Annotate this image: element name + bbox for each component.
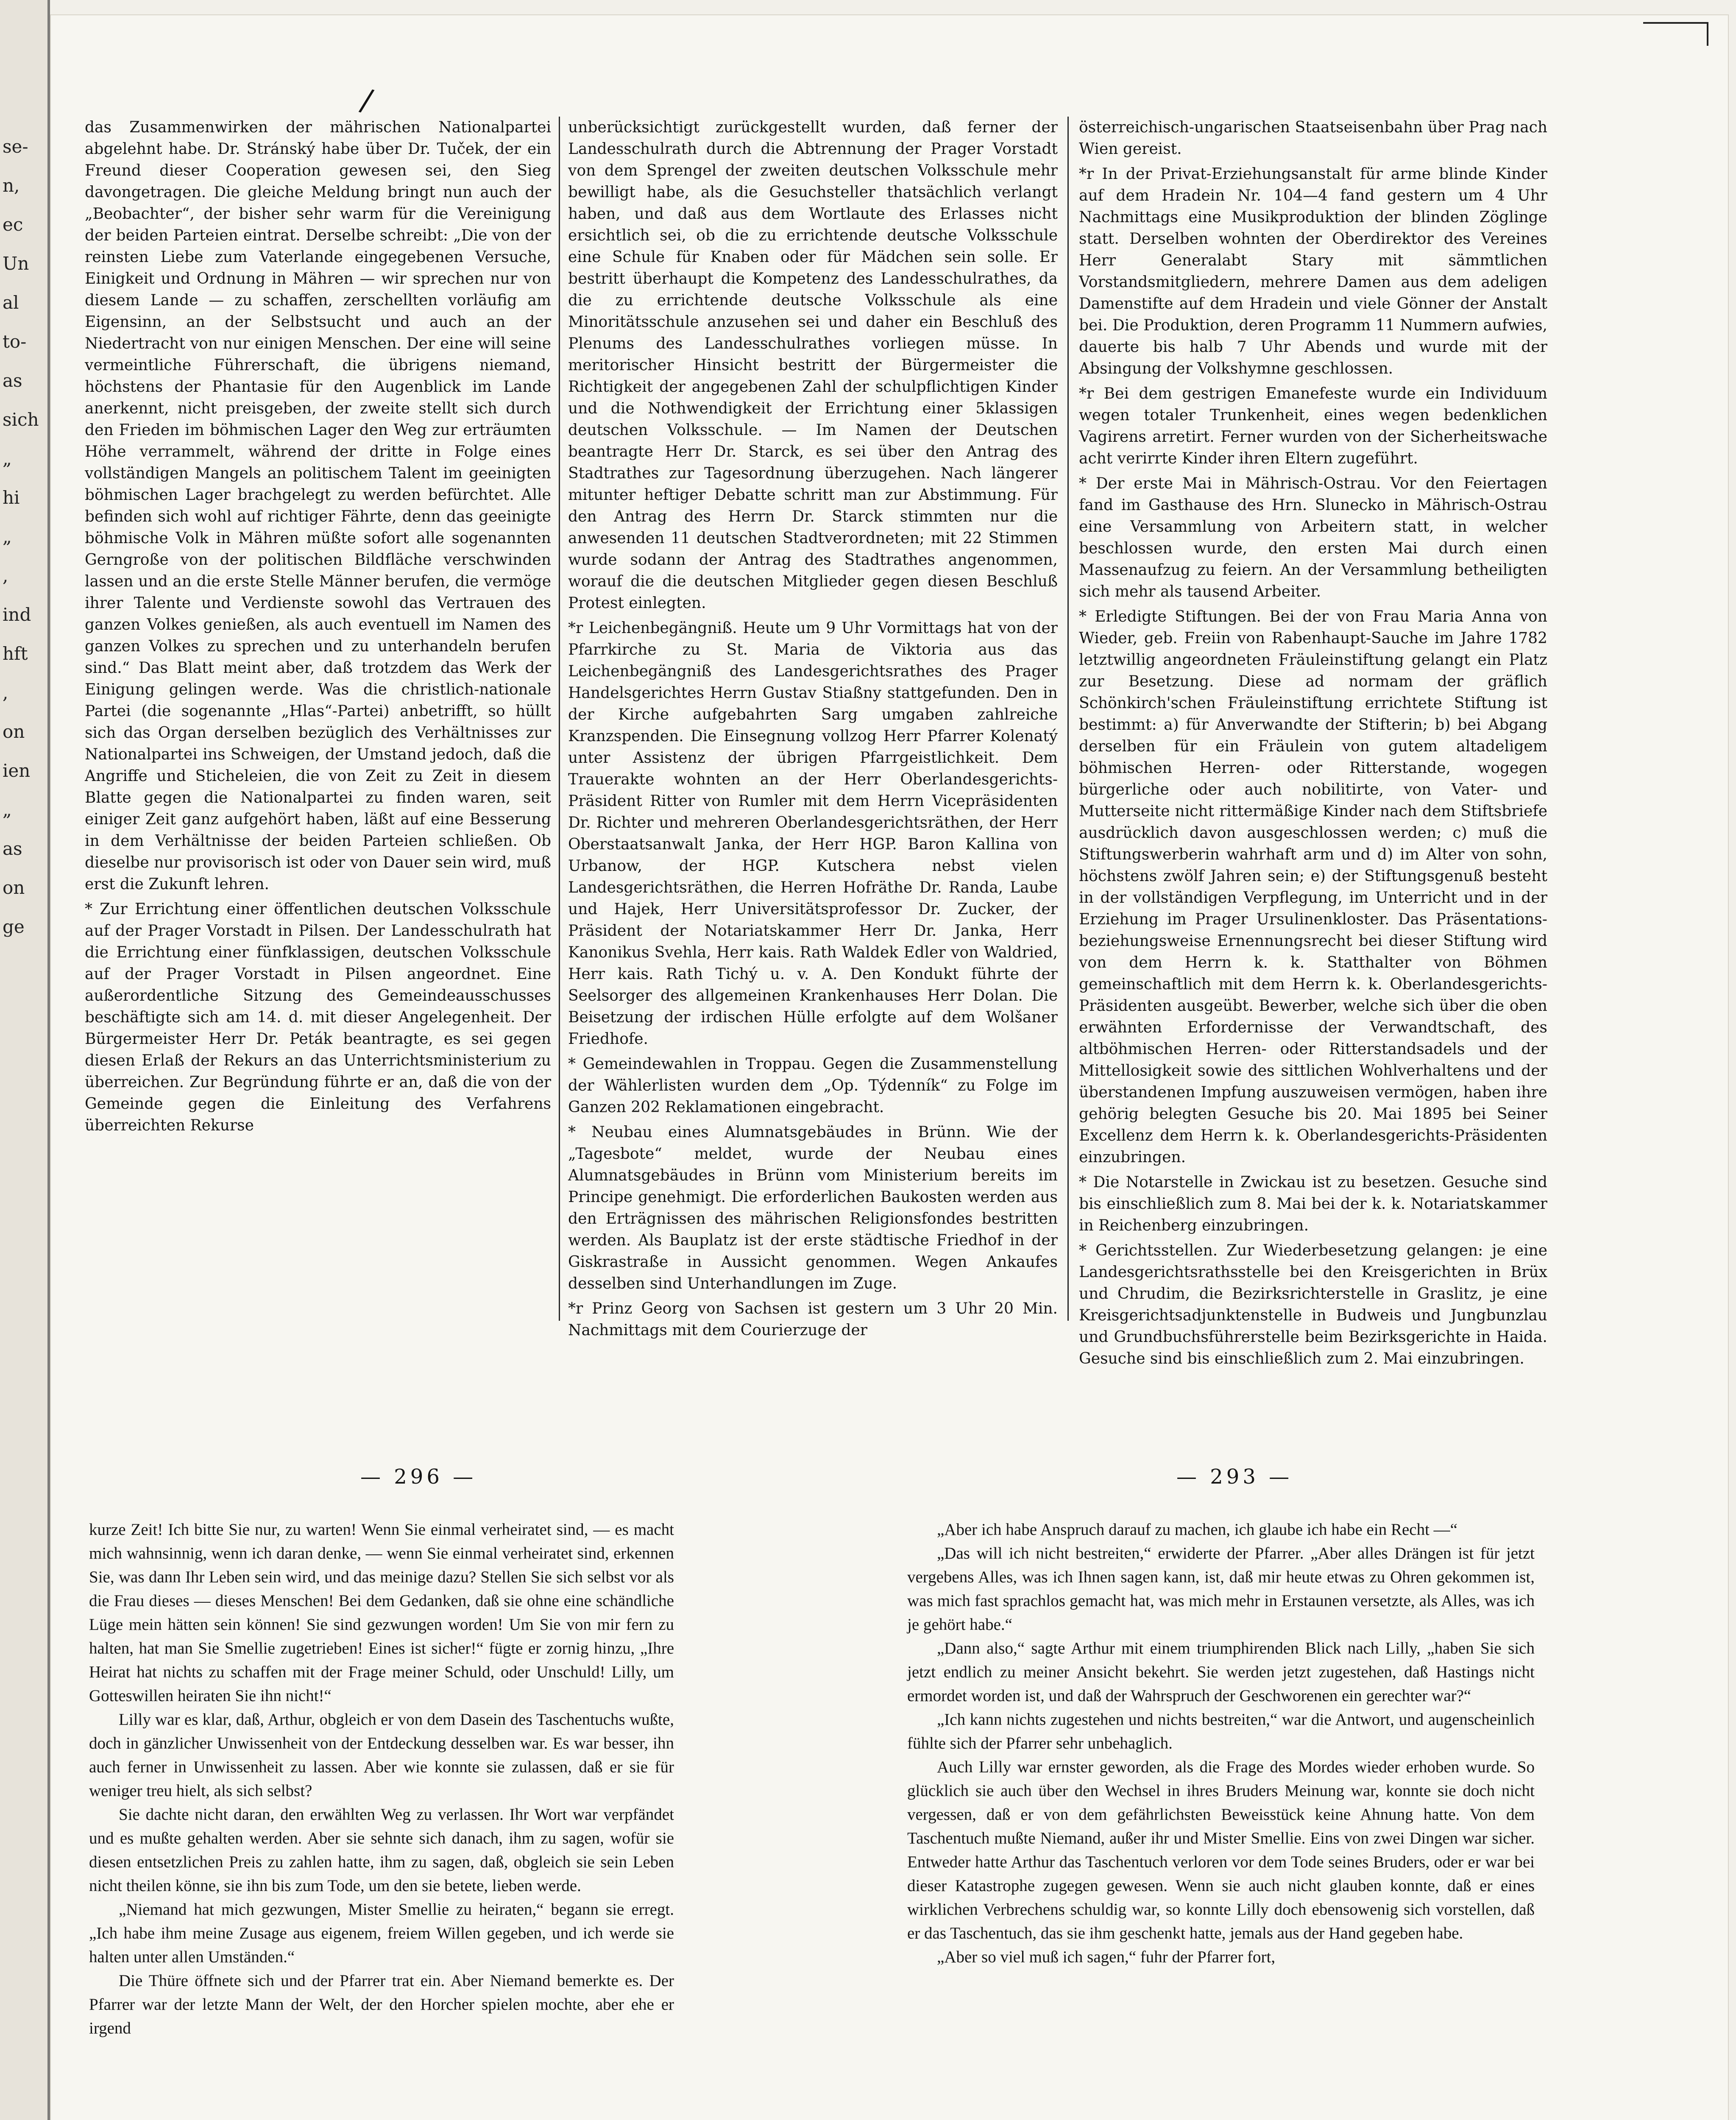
novel-left-paragraph: Die Thüre öffnete sich und der Pfarrer trat ein. Aber Niemand bemerkte es. Der Pfarrer war der letzte Mann der Welt, der den Horcher spielen mochte, aber ehe er irgend <box>89 1972 674 2037</box>
article-pilsen-school-continued: unberücksichtigt zurückgestellt wurden, daß ferner der Landesschulrath durch die Abtrennung der Prager Vorstadt von dem Sprengel der zweiten deutschen Volksschule mehr bewilligt habe, als die Gesuchsteller thatsächlich verlangt haben, und daß aus dem Wortlaute des Erlasses nicht ersichtlich sei, ob die zu errichtende deutsche Volksschule eine Schule für Knaben oder für Mädchen sein solle. Er bestritt überhaupt die Kompetenz des Landesschulrathes, da die zu errichtende deutsche Volksschule als eine Minoritätsschule anzusehen sei und daher ein Beschluß des Plenums des Landesschulrathes vorliegen müsse. In meritorischer Hinsicht bestritt der Bürgermeister die Richtigkeit der angegebenen Zahl der schulpflichtigen Kinder und die Nothwendigkeit der Errichtung einer 5klassigen deutschen Volksschule. — Im Namen der Deutschen beantragte Herr Dr. Starck, es sei über den Antrag des Stadtrathes zur Tagesordnung überzugehen. Nach längerer mitunter heftiger Debatte schritt man zur Abstimmung. Für den Antrag des Herrn Dr. Starck stimmten nur die anwesenden 11 deutschen Stadtverordneten; mit 22 Stimmen wurde sodann der Antrag des Stadtrathes angenommen, worauf die die deutschen Mitglieder gegen diesen Beschluß Protest einlegten. <box>568 119 1058 612</box>
article-blind-children-institution: *r In der Privat-Erziehungsanstalt für arme blinde Kinder auf dem Hradein Nr. 104—4 fand gestern um 4 Uhr Nachmittags eine Musikproduktion der blinden Zöglinge statt. Derselben wohnten der Oberdirektor des Vereines Herr Generalabt Stary mit sämmtlichen Vorstandsmitgliedern, mehrere Damen aus dem adeligen Damenstifte auf dem Hradein und viele Gönner der Anstalt bei. Die Produktion, deren Programm 11 Nummern aufwies, dauerte bis halb 7 Uhr Abends und wurde mit der Absingung der Volkshymne geschlossen. <box>1079 165 1547 377</box>
novel-left-paragraph: Lilly war es klar, daß, Arthur, obgleich er von dem Dasein des Taschentuchs wußte, doch in gänzlicher Unwissenheit von der Entdeckung desselben war. Es war besser, ihn auch ferner in Unwissenheit zu lassen. Aber wie konnte sie zulassen, daß er sie für weniger treu hielt, als sich selbst? <box>89 1710 674 1800</box>
serial-novel-section <box>89 1465 1552 2120</box>
novel-right-paragraph: „Aber so viel muß ich sagen,“ fuhr der Pfarrer fort, <box>937 1948 1276 1966</box>
column-divider-right <box>1067 117 1069 1321</box>
adjacent-page-fragments: se- n, ec Un al to- as sich „ hi „ , ind hft , on ien „ as on ge <box>3 136 39 937</box>
novel-right-paragraph: „Ich kann nichts zugestehen und nichts bestreiten,“ war die Antwort, und augenscheinlich fühlte sich der Pfarrer sehr unbehaglich. <box>907 1710 1535 1752</box>
right-page-number: — 293 — <box>1176 1465 1293 1489</box>
novel-right-paragraph: Auch Lilly war ernster geworden, als die Frage des Mordes wieder erhoben wurde. So glücklich sie auch über den Wechsel in ihres Bruders Meinung war, konnte sie doch nicht vergessen, daß er von dem gefährlichsten Beweisstück keine Ahnung hatte. Von dem Taschentuch mußte Niemand, außer ihr und Mister Smellie. Eins von zwei Dingen war sicher. Entweder hatte Arthur das Taschentuch verloren vor dem Tode seines Bruders, oder er war bei dieser Katastrophe zugegen gewesen. Wenn sie auch nicht glauben konnte, daß er eines wirklichen Verbrechens schuldig war, so konnte Lilly doch ebensowenig sich vorstellen, daß er das Taschentuch, das sie ihm geschenkt hatte, jemals aus der Hand gegeben habe. <box>907 1758 1535 1942</box>
news-column-middle <box>568 117 1058 1339</box>
novel-left-paragraph: „Niemand hat mich gezwungen, Mister Smellie zu heiraten,“ begann sie erregt. „Ich habe ihm meine Zusage aus eigenem, freiem Willen gegeben, und ich werde sie halten unter allen Umständen.“ <box>89 1900 674 1966</box>
news-column-left <box>85 117 551 1321</box>
left-page-number: — 296 — <box>360 1465 477 1489</box>
article-foundations: * Erledigte Stiftungen. Bei der von Frau Maria Anna von Wieder, geb. Freiin von Rabenhaupt-Sauche im Jahre 1782 letztwillig angeordneten Fräuleinstiftung gelangt ein Platz zur Besetzung. Diese ad normam der gräflich Schönkirch'schen Fräuleinstiftung errichtete Stiftung ist bestimmt: a) für Anverwandte der Stifterin; b) bei Abgang derselben für ein Fräulein von gutem altadeligem böhmischen Herren- oder Ritterstande, wogegen bürgerliche oder auch nobilitirte, von Vater- und Mutterseite nicht rittermäßige Kinder nach dem Stiftsbriefe ausdrücklich davon ausgeschlossen werden; c) muß die Stiftungswerberin wahrhaft arm und d) im Alter von sohn, höchstens zwölf Jahren sein; e) der Stiftungsgenuß besteht in der vollständigen Verpflegung, im Unterricht und in der Erziehung im Prager Ursulinenkloster. Das Präsentations-beziehungsweise Ernennungsrecht bei dieser Stiftung wird von dem Herrn k. k. Statthalter von Böhmen gemeinschaftlich mit dem Herrn k. k. Oberlandesgerichts-Präsidenten ausgeübt. Bewerber, welche sich über die oben erwähnten Erfordernisse der Verwandtschaft, des altböhmischen Herren- oder Ritterstandsadels und der Mittellosigkeit sowie des sittlichen Wohlverhaltens und der überstandenen Impfung auszuweisen vermögen, haben ihre gehörig belegten Gesuche bis 20. Mai 1895 bei Seiner Excellenz dem Herrn k. k. Oberlandesgerichts-Präsidenten einzubringen. <box>1079 608 1547 1166</box>
pencil-mark: / <box>357 81 376 119</box>
novel-right-paragraph: „Das will ich nicht bestreiten,“ erwiderte der Pfarrer. „Aber alles Drängen ist für jetzt vergebens Alles, was ich Ihnen sagen kann, ist, daß mir heute etwas zu Ohren gekommen ist, was mich fast sprachlos gemacht hat, was mich mehr in Erstaunen versetzte, als Alles, was ich je gehört habe.“ <box>907 1544 1535 1634</box>
newspaper-columns <box>85 117 1547 1367</box>
article-notary-zwickau: * Die Notarstelle in Zwickau ist zu besetzen. Gesuche sind bis einschließlich zum 8. Mai bei der k. k. Notariatskammer in Reichenberg einzubringen. <box>1079 1174 1547 1234</box>
top-right-corner-mark <box>1643 22 1708 46</box>
novel-page-left <box>89 1518 674 2120</box>
novel-right-paragraph: „Aber ich habe Anspruch darauf zu machen, ich glaube ich habe ein Recht —“ <box>937 1520 1457 1539</box>
article-pilsen-school: * Zur Errichtung einer öffentlichen deutschen Volksschule auf der Prager Vorstadt in Pilsen. Der Landesschulrath hat die Errichtung einer fünfklassigen, deutschen Volksschule auf der Prager Vorstadt in Pilsen angeordnet. Eine außerordentliche Sitzung des Gemeindeausschusses beschäftigte sich am 14. d. mit dieser Angelegenheit. Der Bürgermeister Herr Dr. Peták beantragte, es sei gegen diesen Erlaß der Rekurs an das Unterrichtsministerium zu überreichen. Zur Begründung führte er an, daß die von der Gemeinde gegen die Einleitung des Verfahrens überreichten Rekurse <box>85 901 551 1134</box>
novel-left-paragraph: kurze Zeit! Ich bitte Sie nur, zu warten! Wenn Sie einmal verheiratet sind, — es macht mich wahnsinnig, wenn ich daran denke, — wenn Sie einmal verheiratet sind, erkennen Sie, was dann Ihr Leben sein wird, und das meinige dazu? Stellen Sie sich selbst vor als die Frau dieses — dieses Menschen! Bei dem Gedanken, daß sie ohne eine schändliche Lüge mein hätten sein können! Sie sind gezwungen worden! Um Sie von mir fern zu halten, hat man Sie Smellie zugetrieben! Eines ist sicher!“ fügte er zornig hinzu, „Ihre Heirat hat nichts zu schaffen mit der Frage meiner Schuld, oder Unschuld! Lilly, um Gotteswillen heiraten Sie ihn nicht!“ <box>89 1520 674 1705</box>
article-arrests: *r Bei dem gestrigen Emanefeste wurde ein Individuum wegen totaler Trunkenheit, eines wegen bedenklichen Vagirens arretirt. Ferner wurden von der Sicherheitswache acht verirrte Kinder ihren Eltern zugeführt. <box>1079 385 1547 467</box>
article-bruenn-alumnate: * Neubau eines Alumnatsgebäudes in Brünn. Wie der „Tagesbote“ meldet, wurde der Neubau eines Alumnatsgebäudes in Brünn vom Ministerium bereits im Principe genehmigt. Die erforderlichen Baukosten werden aus den Erträgnissen des mährischen Religionsfondes bestritten werden. Als Bauplatz ist der erste städtische Friedhof in der Giskrastraße in Aussicht genommen. Wegen Ankaufes desselben sind Unterhandlungen im Zuge. <box>568 1124 1058 1292</box>
article-moravian-national-party: das Zusammenwirken der mährischen Nationalpartei abgelehnt habe. Dr. Stránský habe über Dr. Tuček, der ein Freund dieser Cooperation gewesen sei, den Sieg davongetragen. Die gleiche Meldung bringt nun auch der „Beobachter“, der bisher sehr warm für die Vereinigung der beiden Parteien eintrat. Derselbe schreibt: „Die von der reinsten Liebe zum Vaterlande eingegebenen Versuche, Einigkeit und Ordnung in Mähren — wir sprechen nur von diesem Lande — zu schaffen, zerschellten vorläufig am Eigensinn, an der Selbstsucht und auch an der Niedertracht von nur einigen Menschen. Der eine will seine vermeintliche Führerschaft, die übrigens niemand, höchstens der Phantasie für den Augenblick im Lande anerkennt, nicht preisgeben, der zweite stellt sich durch den Frieden im böhmischen Lager den Weg zur erträumten Höhe verrammelt, während der dritte in Folge eines vollständigen Mangels an politischem Talent im geeinigten böhmischen Lager brachgelegt zu werden befürchtet. Alle befinden sich wohl auf richtiger Fährte, denn das geeinigte böhmische Volk in Mähren müßte sofort alle sogenannten Gerngroße von der politischen Bildfläche verschwinden lassen und an die erste Stelle Männer berufen, die vermöge ihrer Talente und Verdienste sowohl das Vertrauen des ganzen Volkes genießen, als auch eventuell im Namen des ganzen Volkes zu sprechen und zu unterhandeln berufen sind.“ Das Blatt meint aber, daß trotzdem das Werk der Einigung gelingen werde. Was die christlich-nationale Partei (die sogenannte „Hlas“-Partei) anbetrifft, so hüllt sich das Organ derselben bezüglich des Verhältnisses zur Nationalpartei ins Schweigen, der Umstand jedoch, daß die Angriffe und Sticheleien, die von Zeit zu Zeit in diesem Blatte gegen die Nationalpartei zu finden waren, seit einiger Zeit ganz aufgehört haben, läßt auf eine Besserung in dem Verhältnisse der beiden Parteien schließen. Ob dieselbe nur provisorisch ist oder von Dauer sein wird, muß erst die Zukunft lehren. <box>85 119 551 893</box>
novel-right-paragraph: „Dann also,“ sagte Arthur mit einem triumphirenden Blick nach Lilly, „haben Sie sich jetzt endlich zu meiner Ansicht bekehrt. Sie werden jetzt zugestehen, daß Hastings nicht ermordet worden ist, und daß der Wahrspruch der Geschworenen ein gerechter war?“ <box>907 1639 1535 1705</box>
news-column-right <box>1079 117 1547 1367</box>
article-first-may: * Der erste Mai in Mährisch-Ostrau. Vor den Feiertagen fand im Gasthause des Hrn. Sluneckо in Mährisch-Ostrau eine Versammlung von Arbeitern statt, in welcher beschlossen wurde, den ersten Mai durch einen Massenaufzug zu feiern. An der Versammlung betheiligten sich mehr als tausend Arbeiter. <box>1079 475 1547 600</box>
article-prince-georg: *r Prinz Georg von Sachsen ist gestern um 3 Uhr 20 Min. Nachmittags mit dem Courierzuge der <box>568 1300 1058 1339</box>
adjacent-page-edge <box>0 0 50 2120</box>
article-troppau-elections: * Gemeindewahlen in Troppau. Gegen die Zusammenstellung der Wählerlisten wurden dem „Op. Týdenník“ zu Folge im Ganzen 202 Reklamationen eingebracht. <box>568 1055 1058 1116</box>
column-divider-left <box>559 117 560 1321</box>
novel-left-paragraph: Sie dachte nicht daran, den erwählten Weg zu verlassen. Ihr Wort war verpfändet und es mußte gehalten werden. Aber sie sehnte sich danach, ihm zu sagen, wofür sie diesen entsetzlichen Preis zu zahlen hatte, ihm zu sagen, daß, obgleich sie sein Leben nicht theilen könne, sie ihn bis zum Tode, um den sie betete, lieben werde. <box>89 1805 674 1895</box>
article-funeral: *r Leichenbegängniß. Heute um 9 Uhr Vormittags hat von der Pfarrkirche zu St. Maria de Viktoria aus das Leichenbegängniß des Landesgerichtsrathes des Prager Handelsgerichtes Herrn Gustav Stiaßny stattgefunden. Den in der Kirche aufgebahrten Sarg umgaben zahlreiche Kranzspenden. Die Einsegnung vollzog Herr Pfarrer Kolenatý unter Assistenz der übrigen Pfarrgeistlichkeit. Dem Trauerakte wohnten an der Herr Oberlandesgerichts-Präsident Ritter von Rumler mit dem Herrn Vicepräsidenten Dr. Richter und mehreren Oberlandesgerichtsräthen, der Herr Oberstaatsanwalt Janka, der Herr HGP. Baron Kallina von Urbanow, der HGP. Kutschera nebst vielen Landesgerichtsräthen, die Herren Hofräthe Dr. Randa, Laube und Hajek, Herr Universitätsprofessor Dr. Zucker, der Präsident der Notariatskammer Herr Dr. Janka, Herr Kanonikus Svehla, Herr kais. Rath Waldek Edler von Waldried, Herr kais. Rath Tichý u. v. A. Den Kondukt führte der Seelsorger des allgemeinen Krankenhauses Herr Dolan. Die Beisetzung der irdischen Hülle erfolgte auf dem Wolšaner Friedhofe. <box>568 619 1058 1048</box>
article-court-positions: * Gerichtsstellen. Zur Wiederbesetzung gelangen: je eine Landesgerichtsrathsstelle bei den Kreisgerichten in Brüx und Chrudim, die Bezirksrichterstelle in Graslitz, je eine Kreisgerichtsadjunktenstelle in Budweis und Jungbunzlau und Grundbuchsführerstelle beim Bezirksgerichte in Haida. Gesuche sind bis einschließlich zum 2. Mai einzubringen. <box>1079 1242 1547 1367</box>
novel-page-right <box>907 1518 1535 2120</box>
article-prince-georg-continued: österreichisch-ungarischen Staatseisenbahn über Prag nach Wien gereist. <box>1079 119 1547 158</box>
